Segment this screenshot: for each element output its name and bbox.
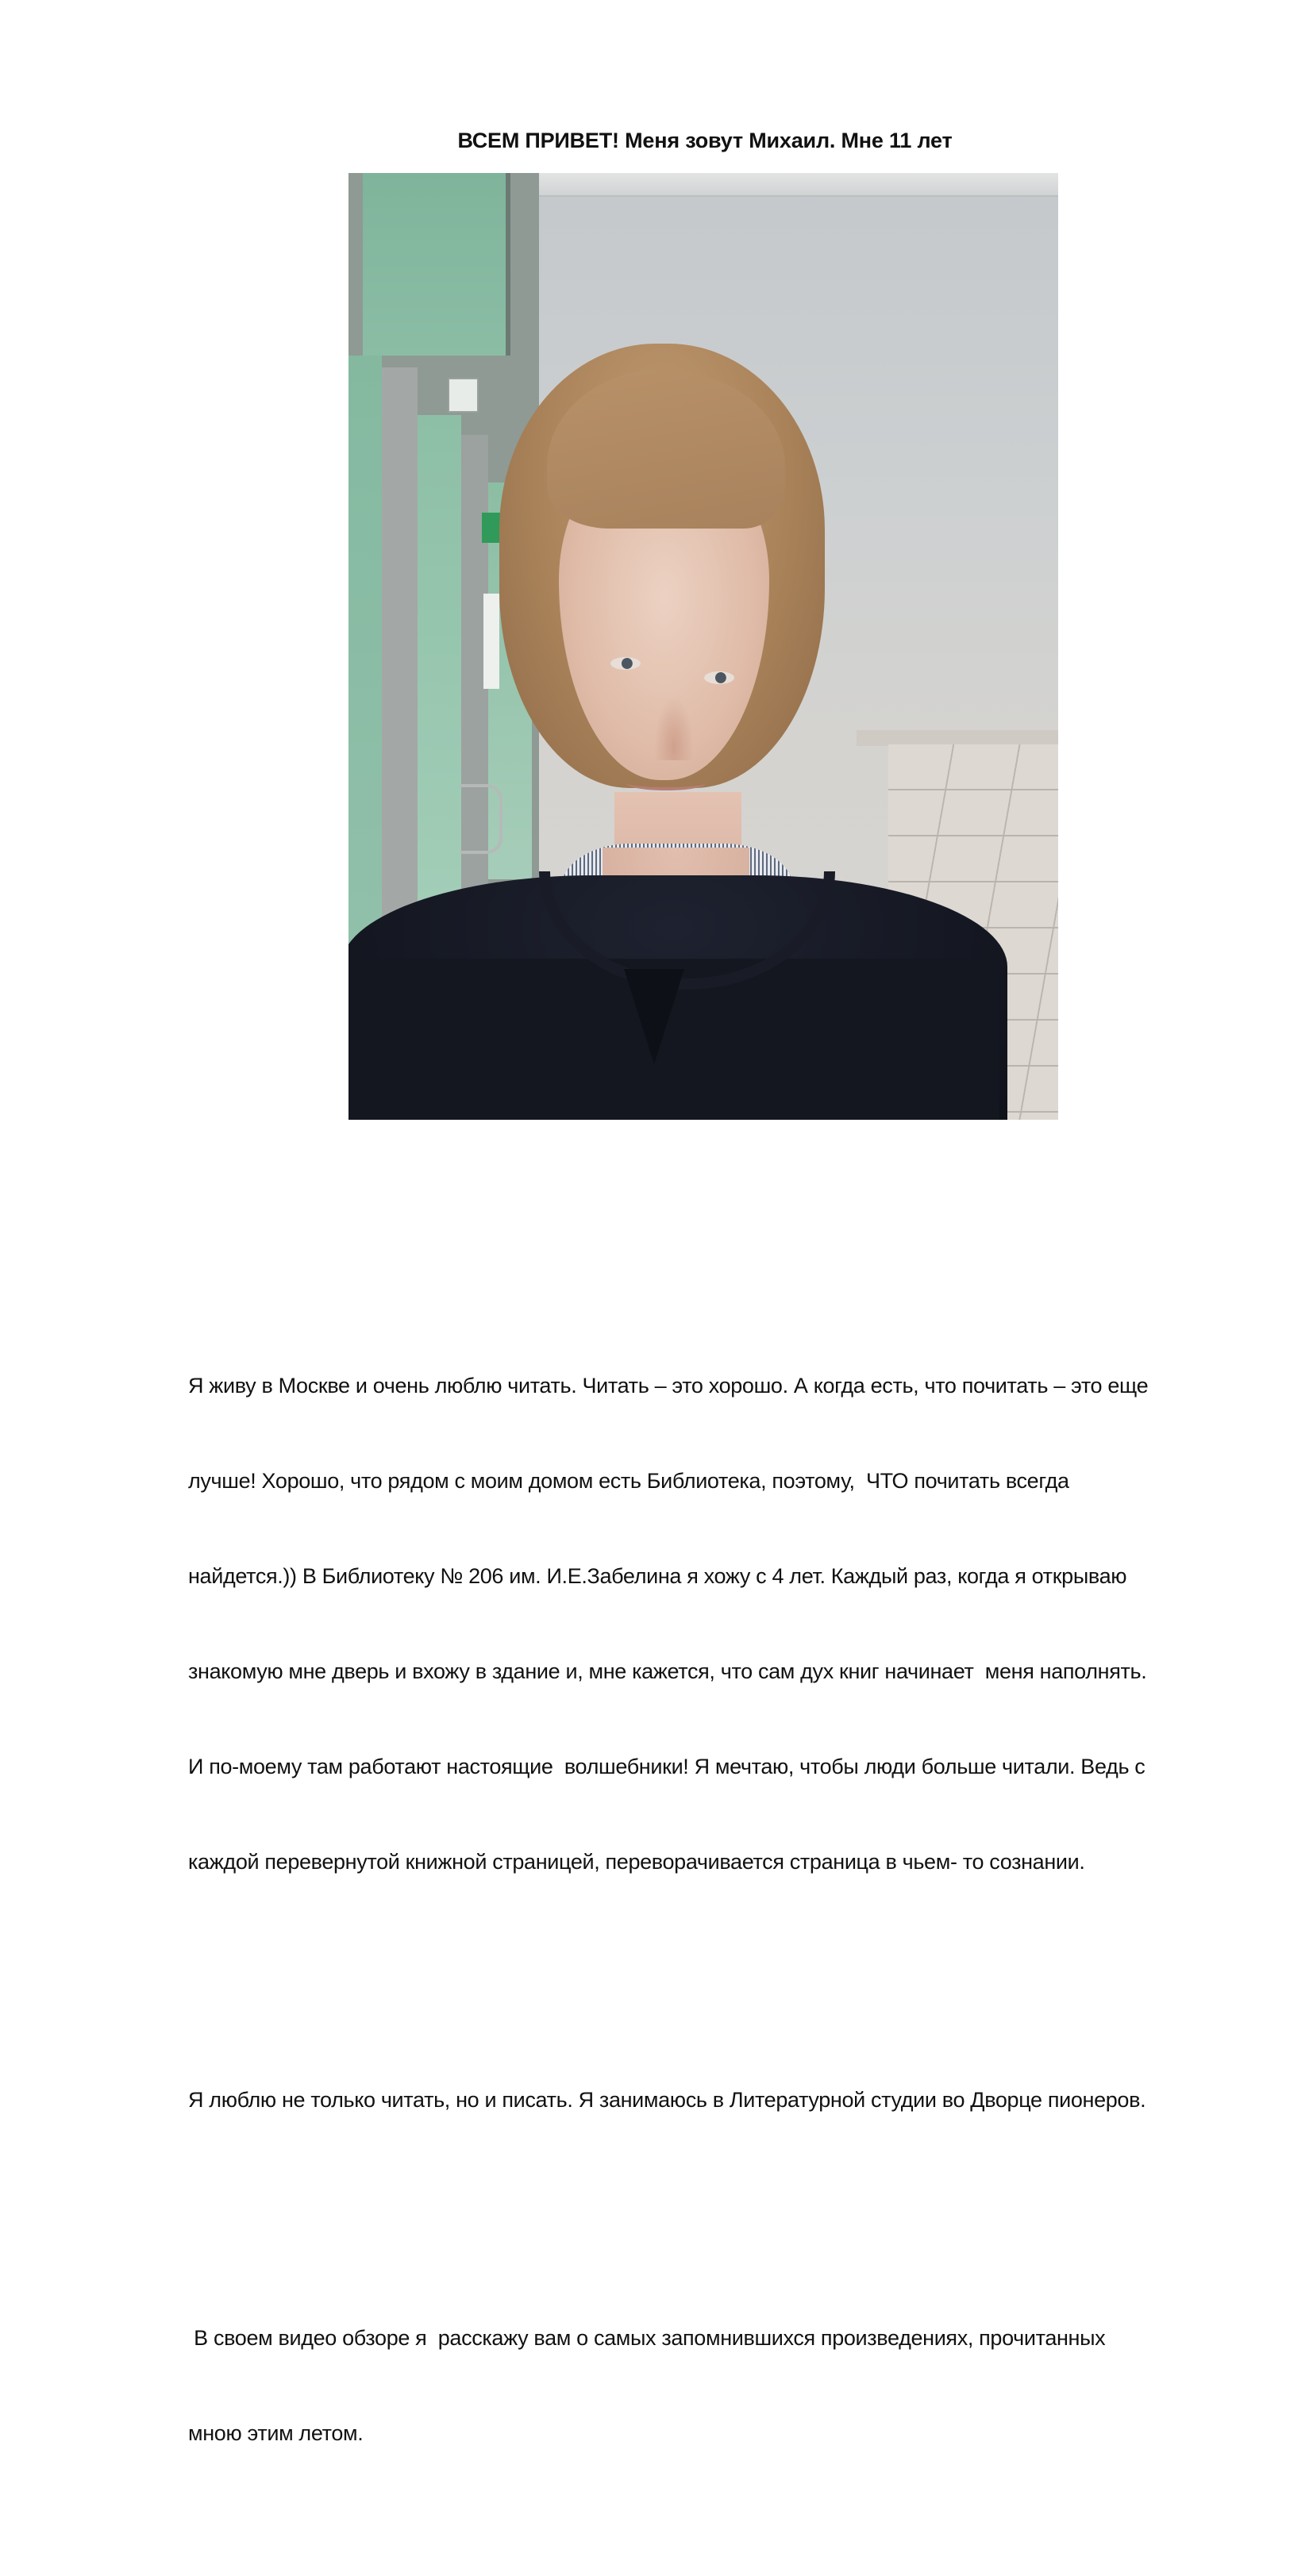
portrait-photo bbox=[348, 173, 1058, 1120]
body-text bbox=[188, 1243, 1220, 2576]
photo-notice-paper bbox=[483, 594, 499, 689]
photo-right-eye bbox=[704, 671, 734, 684]
photo-green-glass-panel bbox=[418, 415, 461, 971]
photo-sweater-v-stitch bbox=[624, 969, 684, 1064]
photo-green-safety-sign-icon bbox=[482, 513, 501, 543]
photo-green-glass-panel bbox=[363, 173, 510, 356]
paragraph-3 bbox=[188, 2259, 1220, 2513]
paragraph-2 bbox=[188, 2020, 1220, 2179]
paragraph-line: Я живу в Москве и очень люблю читать. Читать – это хорошо. А когда есть, что почитать – это еще bbox=[188, 1374, 1149, 1398]
paragraph-line: лучше! Хорошо, что рядом с моим домом есть Библиотека, поэтому, ЧТО почитать всегда bbox=[188, 1469, 1069, 1493]
paragraph-line: знакомую мне дверь и вхожу в здание и, мне кажется, что сам дух книг начинает меня наполнять. bbox=[188, 1659, 1147, 1683]
photo-mouth bbox=[626, 776, 706, 790]
paragraph-line: И по-моему там работают настоящие волшебники! Я мечтаю, чтобы люди больше читали. Ведь с bbox=[188, 1755, 1146, 1778]
paragraph-line: найдется.)) В Библиотеку № 206 им. И.Е.Забелина я хожу с 4 лет. Каждый раз, когда я открываю bbox=[188, 1564, 1127, 1588]
paragraph-1 bbox=[188, 1306, 1220, 1941]
photo-ceiling bbox=[531, 173, 1058, 197]
paragraph-line: Я люблю не только читать, но и писать. Я занимаюсь в Литературной студии во Дворце пионеров. bbox=[188, 2088, 1146, 2112]
photo-left-eye bbox=[610, 657, 641, 670]
page-title: ВСЕМ ПРИВЕТ! Меня зовут Михаил. Мне 11 лет bbox=[457, 129, 953, 152]
paragraph-line: В своем видео обзоре я расскажу вам о самых запомнившихся произведениях, прочитанных bbox=[188, 2326, 1106, 2350]
paragraph-line: мною этим летом. bbox=[188, 2421, 364, 2445]
photo-nose bbox=[654, 697, 694, 760]
paragraph-line: каждой перевернутой книжной страницей, переворачивается страница в чьем- то сознании. bbox=[188, 1850, 1085, 1874]
photo-exit-sign-icon bbox=[448, 378, 479, 413]
photo-baseboard bbox=[857, 730, 1058, 746]
photo-door-handle bbox=[460, 784, 502, 854]
